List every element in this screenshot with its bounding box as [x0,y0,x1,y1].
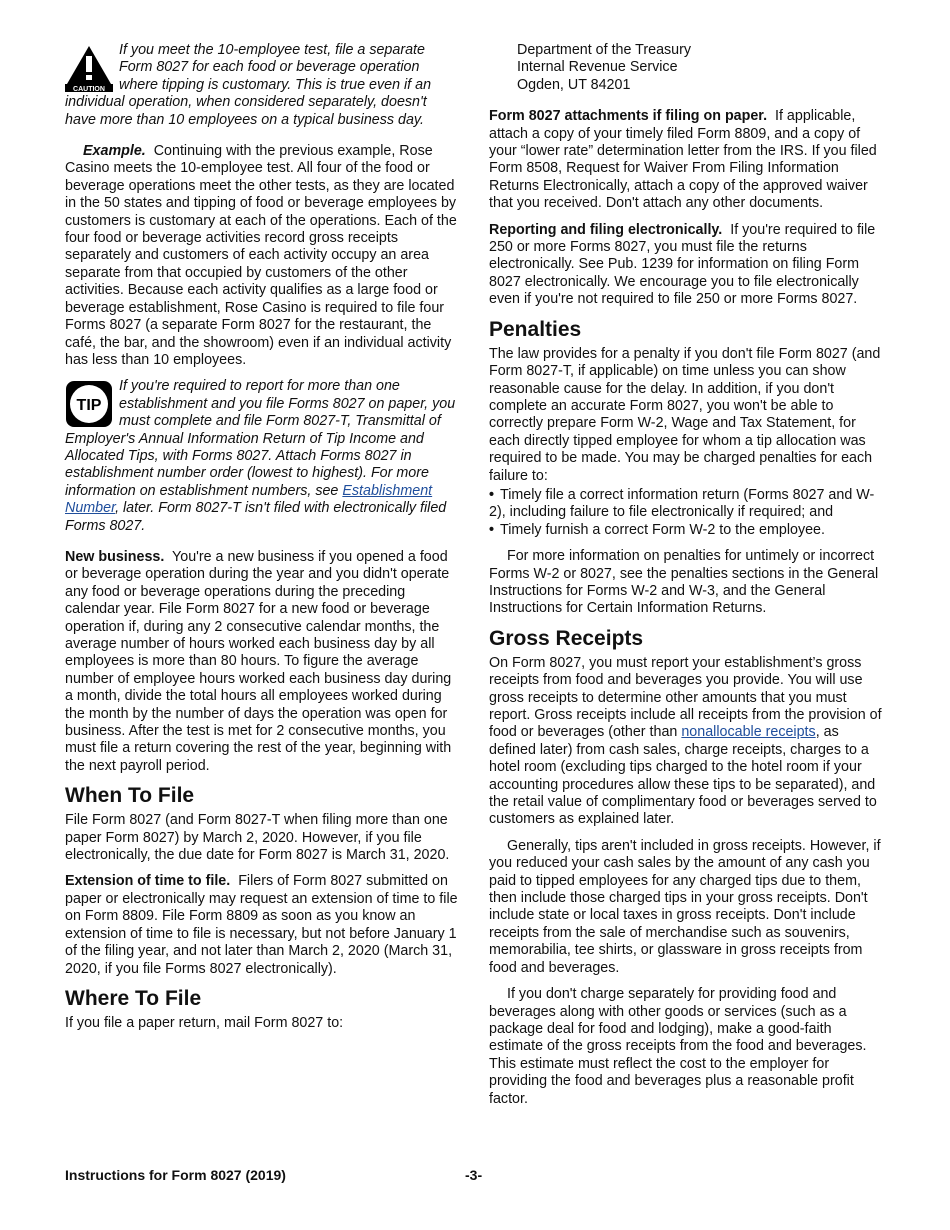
tip-text-after: , later. Form 8027-T isn't filed with electronically filed Forms 8027. [65,500,447,534]
gross-receipts-paragraph [489,655,885,829]
address-line: Department of the Treasury [517,42,692,58]
gross-text-before: On Form 8027, you must report your establishment’s gross receipts from food and beverages you provide. You will use gross receipts to determine other amounts that you must report. Gross receipts include all receipts from the provision of food or beverages (other than [489,654,882,741]
tip-text-before: If you're required to report for more than one establishment and you file Forms 8027 on paper, you must complete and file Form 8027-T, Transmittal of Employer's Annual Information Return of Tip Income and Allocated Tips, with Forms 8027. Attach Forms 8027 in establishment number order (lowest to highest). For more information on establishment numbers, see [65,378,456,499]
right-column [489,42,885,1117]
extension-text: Filers of Form 8027 submitted on paper or electronically may request an extension of time to file on Form 8809. File Form 8809 as soon as you know an extension of time to file is necessary, but not before January 1 of the filing year, and not later than March 2, 2020 (March 31, 2020, if you file Forms 8027 electronically). [65,873,458,977]
new-business-text: You're a new business if you opened a food or beverage operation during the year and you didn't operate any food or beverage operations during the preceding calendar year. File Form 8027 for a new food or beverage operation if, during any 2 consecutive calendar months, the average number of hours worked each business day by all employees is more than 80 hours. To figure the average number of employee hours worked each business day during a month, divide the total hours all employees worked during the month by the number of days the operation was open for business. After the test is met for 2 consecutive months, you must file a return covering the rest of the year, beginning with the next payroll period. [65,548,452,774]
nonallocable-receipts-link[interactable]: nonallocable receipts [681,724,816,741]
penalties-text: The law provides for a penalty if you don't file Form 8027 (and Form 8027-T, if applicable) on time unless you can show reasonable cause for the delay. In addition, if you don't complete an accurate Form 8027, you won't be able to correctly prepare Form W-2, Wage and Tax Statement, for each directly tipped employee for whom a tip allocation was required to be made. You may be charged penalties for each failure to: [489,345,881,484]
example-label: Example. [83,143,146,160]
when-to-file-heading: When To File [65,784,195,808]
penalties-list [489,487,885,539]
example-paragraph [65,143,461,369]
efile-paragraph [489,222,885,309]
where-to-file-heading: Where To File [65,986,202,1010]
new-business-paragraph [65,549,461,775]
attachments-paragraph [489,108,885,212]
gross-text-after: , as defined later) from cash sales, charge receipts, charges to a hotel room (excluding tips charged to the hotel room if your accounting procedures allow these tips to be separated), and the retail value of complimentary food or beverages served to customers as explained later. [489,724,877,828]
caution-icon-label: CAUTION [73,86,105,92]
caution-text: If you meet the 10-employee test, file a separate Form 8027 for each food or beverage operation where tipping is customary. This is true even if an individual operation, when considered separately, doesn't have more than 10 employees on a typical business day. [65,42,432,128]
tip-icon [65,380,113,428]
attachments-text: If applicable, attach a copy of your timely filed Form 8809, and a copy of your “lower rate” determination letter from the IRS. If you filed Form 8508, Request for Waiver From Filing Information Returns Electronically, attach a copy of the approved waiver that you received. Don't attach any other documents. [489,108,877,212]
example-text: Continuing with the previous example, Rose Casino meets the 10-employee test. All four of the food or beverage operations meet the other tests, as they are located in the 50 states and tipping of food or beverage employees by customers is customary at each of the operations. Each of the four food or beverage activities record gross receipts separately and customers of each activity occupy an area separate from that occupied by customers of the other activities. Because each activity qualifies as a large food or beverage establishment, Rose Casino is required to file four Forms 8027 (a separate Form 8027 for the restaurant, the café, the bar, and the showroom) even if an individual activity has less than 10 employees. [65,143,457,368]
list-item: • Timely file a correct information return (Forms 8027 and W-2), including failure to file electronically if required; and [489,487,885,522]
attachments-label: Form 8027 attachments if filing on paper. [489,108,768,125]
address-line: Ogden, UT 84201 [517,76,631,93]
extension-paragraph [65,873,461,977]
establishment-number-link[interactable]: Establishment Number [65,482,433,517]
penalties-more-text: For more information on penalties for untimely or incorrect Forms W-2 or 8027, see the penalties sections in the General Instructions for Forms W-2 and W-3, and the General Instructions for Certain Information Returns. [489,548,879,617]
list-item: • Timely furnish a correct Form W-2 to the employee. [489,522,885,539]
caution-note [65,42,461,129]
tip-note [65,378,461,535]
address-line: Internal Revenue Service [517,59,678,76]
tip-text [65,378,461,535]
new-business-label: New business. [65,548,165,565]
gross-receipts-paragraph-3: If you don't charge separately for providing food and beverages along with other goods or services (such as a package deal for food and lodging), make a good-faith estimate of the gross receipts from the food and beverages. This estimate must reflect the cost to the employer for providing the food and beverages plus a reasonable profit factor. [489,986,867,1107]
page-number: -3- [465,1167,483,1183]
tip-icon-label: TIP [76,397,102,415]
where-to-file-text: If you file a paper return, mail Form 8027 to: [65,1014,344,1031]
mailing-address [517,42,885,94]
gross-receipts-heading: Gross Receipts [489,626,644,650]
efile-label: Reporting and filing electronically. [489,221,723,238]
left-column [65,42,461,1041]
efile-text: If you're required to file 250 or more Forms 8027, you must file the returns electronically. See Pub. 1239 for information on filing Form 8027 electronically. We encourage you to file electronically even if you're not required to file 250 or more Forms 8027. [489,221,876,308]
footer-form-title: Instructions for Form 8027 (2019) [65,1167,286,1183]
caution-icon [65,44,113,92]
gross-receipts-paragraph-2: Generally, tips aren't included in gross receipts. However, if you reduced your cash sales by the amount of any cash you paid to tipped employees for any charged tips due to them, then include those charged tips in your gross receipts. Don't include state or local taxes in gross receipts. Don't include receipts from the sale of merchandise such as souvenirs, memorabilia, tee shirts, or glassware in gross receipts from food and beverages. [489,837,881,976]
penalties-heading: Penalties [489,317,582,341]
when-to-file-text: File Form 8027 (and Form 8027-T when filing more than one paper Form 8027) by March 2, 2020. However, if you file electronically, the due date for Form 8027 is March 31, 2020. [65,812,450,864]
extension-label: Extension of time to file. [65,873,231,890]
